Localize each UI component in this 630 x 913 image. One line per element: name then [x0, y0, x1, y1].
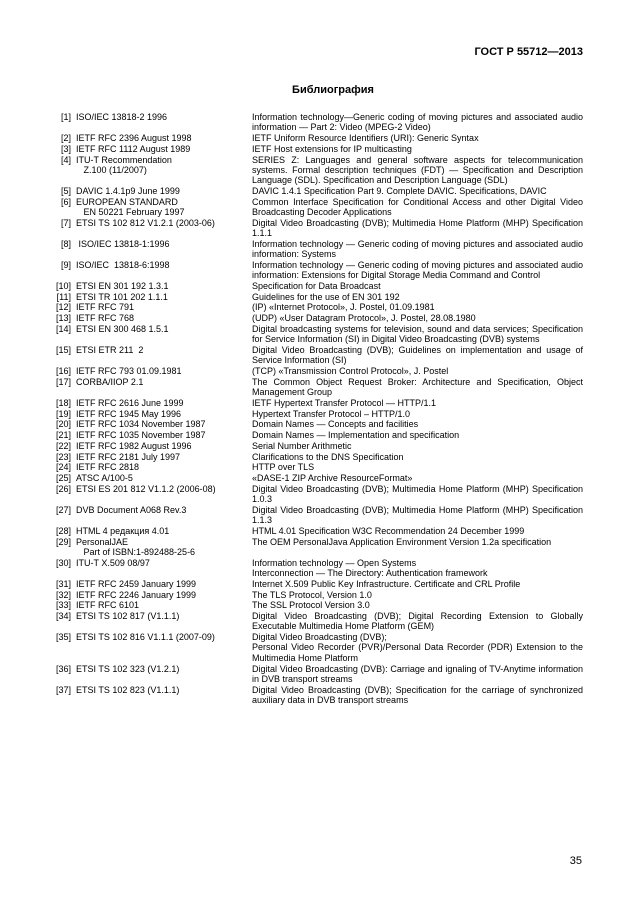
reference-line: IETF RFC 768: [76, 313, 135, 324]
entry-number: [7]: [60, 217, 71, 228]
bibliography-entry: [48, 239, 583, 260]
reference-line: Part of ISBN:1-892488-25-6: [76, 547, 196, 558]
bibliography-entry: [48, 632, 583, 663]
reference-line: ISO/IEC 13818-6:1998: [76, 259, 170, 270]
bibliography-entry: [48, 430, 583, 440]
reference-line: ATSC A/100-5: [76, 473, 133, 484]
reference-line: IETF RFC 2181 July 1997: [76, 451, 181, 462]
bibliography-entry: [48, 186, 583, 196]
description-line: The OEM PersonalJava Application Environment Version 1.2a specification: [252, 536, 552, 547]
description-line: Information technology — Open Systems: [252, 557, 417, 568]
bibliography-entry: [48, 484, 583, 505]
description-line: Digital Video Broadcasting (DVB); Multimedia Home Platform (MHP) Specification 1.0.3: [252, 483, 583, 505]
bibliography-entry: [48, 324, 583, 345]
description-line: The SSL Protocol Version 3.0: [252, 600, 370, 611]
entry-number: [17]: [55, 376, 71, 387]
reference-line: ITU-T Recommendation: [76, 154, 172, 165]
bibliography-entry: [48, 197, 583, 218]
entry-description: [252, 579, 583, 589]
description-line: Personal Video Recorder (PVR)/Personal Data Recorder (PDR) Extension to the Multimedia Home Platform: [252, 642, 583, 663]
entry-description: [252, 260, 583, 281]
entry-number: [14]: [55, 323, 71, 334]
description-line: Digital Video Broadcasting (DVB); Digital Recording Extension to Globally Executable Multimedia Home Platform (GEM): [252, 611, 583, 632]
description-line: Digital Video Broadcasting (DVB); Guidelines on implementation and usage of Service Information (SI): [252, 345, 583, 366]
entry-reference: [76, 144, 252, 154]
entry-description: [252, 398, 583, 408]
entry-description: [252, 218, 583, 239]
entry-reference: [76, 366, 252, 376]
entry-reference: [76, 345, 252, 366]
entry-reference: [76, 409, 252, 419]
bibliography-entry: [48, 462, 583, 472]
entry-description: [252, 302, 583, 312]
entry-number: [10]: [55, 281, 71, 292]
entry-description: [252, 239, 583, 260]
bibliography-entry: [48, 452, 583, 462]
entry-description: [252, 558, 583, 579]
entry-description: [252, 366, 583, 376]
entry-reference: [76, 313, 252, 323]
entry-reference: [76, 473, 252, 483]
entry-number: [36]: [55, 663, 71, 674]
entry-number: [15]: [55, 345, 71, 356]
entry-description: [252, 632, 583, 663]
description-line: Digital broadcasting systems for television, sound and data services; Specification for Service Information (SI) in Digital Video Broadcasting (DVB) systems: [252, 323, 583, 345]
entry-description: [252, 452, 583, 462]
reference-line: ETSI TS 102 816 V1.1.1 (2007-09): [76, 632, 215, 643]
entry-number: [13]: [55, 313, 71, 324]
entry-reference: [76, 558, 252, 579]
entry-description: [252, 292, 583, 302]
bibliography-entry: [48, 664, 583, 685]
reference-line: ETSI TS 102 823 (V1.1.1): [76, 684, 180, 695]
entry-reference: [76, 197, 252, 218]
reference-line: ETSI TR 101 202 1.1.1: [76, 291, 168, 302]
bibliography-entry: [48, 313, 583, 323]
reference-line: PersonalJAE: [76, 536, 129, 547]
reference-line: IETF RFC 1035 November 1987: [76, 430, 206, 441]
bibliography-list: [48, 112, 583, 706]
description-line: Clarifications to the DNS Specification: [252, 451, 404, 462]
reference-line: IETF RFC 1112 August 1989: [76, 143, 191, 154]
entry-description: [252, 473, 583, 483]
entry-number: [23]: [55, 451, 71, 462]
entry-number: [8]: [60, 238, 71, 249]
bibliography-entry: [48, 281, 583, 291]
entry-reference: [76, 537, 252, 558]
bibliography-entry: [48, 409, 583, 419]
entry-description: [252, 664, 583, 685]
reference-line: Z.100 (11/2007): [76, 164, 147, 175]
bibliography-entry: [48, 302, 583, 312]
bibliography-entry: [48, 366, 583, 376]
description-line: Digital Video Broadcasting (DVB); Multimedia Home Platform (MHP) Specification 1.1.3: [252, 504, 583, 526]
bibliography-entry: [48, 505, 583, 526]
entry-description: [252, 590, 583, 600]
entry-number: [24]: [55, 462, 71, 473]
entry-reference: [76, 186, 252, 196]
entry-reference: [76, 600, 252, 610]
entry-description: [252, 281, 583, 291]
entry-number: [6]: [60, 196, 71, 207]
entry-reference: [76, 292, 252, 302]
reference-line: ETSI TS 102 817 (V1.1.1): [76, 611, 180, 622]
page-number: 35: [569, 855, 582, 867]
entry-number: [28]: [55, 525, 71, 536]
entry-reference: [76, 155, 252, 186]
entry-description: [252, 133, 583, 143]
entry-description: [252, 600, 583, 610]
entry-description: [252, 186, 583, 196]
bibliography-entry: [48, 398, 583, 408]
bibliography-entry: [48, 537, 583, 558]
reference-line: IETF RFC 1034 November 1987: [76, 419, 206, 430]
bibliography-entry: [48, 377, 583, 398]
entry-description: [252, 409, 583, 419]
entry-reference: [76, 441, 252, 451]
entry-number: [1]: [60, 112, 71, 122]
entry-number: [22]: [55, 440, 71, 451]
page-title: Библиография: [292, 84, 374, 96]
description-line: Digital Video Broadcasting (DVB); Specification for the carriage of synchronized auxiliary data in DVB transport streams: [252, 684, 583, 705]
entry-description: [252, 144, 583, 154]
entry-number: [5]: [60, 185, 71, 196]
entry-reference: [76, 218, 252, 239]
description-line: Domain Names — Implementation and specification: [252, 430, 460, 441]
entry-number: [33]: [55, 600, 71, 611]
reference-line: ETSI TS 102 323 (V1.2.1): [76, 663, 180, 674]
entry-reference: [76, 579, 252, 589]
description-line: Information technology — Generic coding of moving pictures and associated audio information: Extensions for Digital Storage Media Command and Control: [252, 259, 583, 281]
description-line: Information technology — Generic coding of moving pictures and associated audio information: Systems: [252, 238, 583, 260]
entry-reference: [76, 133, 252, 143]
entry-number: [37]: [55, 684, 71, 695]
reference-line: DAVIC 1.4.1p9 June 1999: [76, 185, 180, 196]
description-line: Specification for Data Broadcast: [252, 281, 381, 292]
entry-number: [20]: [55, 419, 71, 430]
reference-line: ETSI TS 102 812 V1.2.1 (2003-06): [76, 217, 215, 228]
entry-description: [252, 441, 583, 451]
entry-description: [252, 155, 583, 186]
reference-line: IETF RFC 2818: [76, 462, 140, 473]
entry-reference: [76, 419, 252, 429]
entry-reference: [76, 260, 252, 281]
entry-number: [35]: [55, 632, 71, 643]
entry-reference: [76, 112, 252, 133]
reference-line: ETSI EN 301 192 1.3.1: [76, 281, 169, 292]
entry-reference: [76, 526, 252, 536]
entry-number: [25]: [55, 473, 71, 484]
entry-number: [18]: [55, 397, 71, 408]
entry-description: [252, 419, 583, 429]
reference-line: ETSI ETR 211 2: [76, 345, 144, 356]
entry-description: [252, 197, 583, 218]
reference-line: IETF RFC 1945 May 1996: [76, 408, 182, 419]
entry-reference: [76, 685, 252, 706]
entry-reference: [76, 302, 252, 312]
entry-description: [252, 462, 583, 472]
description-line: (TCP) «Transmission Control Protocol», J. Postel: [252, 366, 449, 377]
reference-line: EUROPEAN STANDARD: [76, 196, 178, 207]
entry-reference: [76, 398, 252, 408]
entry-number: [26]: [55, 483, 71, 494]
bibliography-entry: [48, 473, 583, 483]
reference-line: IETF RFC 2616 June 1999: [76, 397, 184, 408]
entry-description: [252, 484, 583, 505]
entry-number: [32]: [55, 589, 71, 600]
entry-number: [11]: [56, 291, 71, 302]
entry-number: [2]: [60, 133, 71, 144]
reference-line: IETF RFC 793 01.09.1981: [76, 366, 182, 377]
entry-description: [252, 526, 583, 536]
description-line: Domain Names — Concepts and facilities: [252, 419, 419, 430]
entry-description: [252, 345, 583, 366]
entry-description: [252, 611, 583, 632]
reference-line: EN 50221 February 1997: [76, 207, 185, 218]
bibliography-entry: [48, 345, 583, 366]
entry-number: [19]: [55, 408, 71, 419]
bibliography-entry: [48, 685, 583, 706]
bibliography-entry: [48, 590, 583, 600]
entry-number: [16]: [55, 366, 71, 377]
entry-number: [12]: [55, 302, 71, 313]
description-line: Digital Video Broadcasting (DVB): Carriage and ignaling of TV-Anytime information in DVB transport streams: [252, 663, 583, 684]
description-line: Serial Number Arithmetic: [252, 440, 352, 451]
description-line: IETF Uniform Resource Identifiers (URI): Generic Syntax: [252, 133, 479, 144]
description-line: Interconnection — The Directory: Authentication framework: [252, 568, 488, 579]
entry-description: [252, 324, 583, 345]
reference-line: IETF RFC 2396 August 1998: [76, 133, 192, 144]
description-line: Common Interface Specification for Conditional Access and other Digital Video Broadcasting Decoder Applications: [252, 196, 583, 218]
entry-reference: [76, 239, 252, 260]
entry-reference: [76, 484, 252, 505]
entry-number: [29]: [55, 536, 71, 547]
bibliography-entry: [48, 600, 583, 610]
description-line: «DASE-1 ZIP Archive ResourceFormat»: [252, 473, 413, 484]
reference-line: CORBA/IIOP 2.1: [76, 376, 144, 387]
bibliography-entry: [48, 419, 583, 429]
description-line: IETF Host extensions for IP multicasting: [252, 143, 412, 154]
entry-number: [4]: [60, 154, 71, 165]
description-line: Internet X.509 Public Key Infrastructure. Certificate and CRL Profile: [252, 578, 521, 589]
bibliography-entry: [48, 260, 583, 281]
entry-reference: [76, 632, 252, 663]
entry-reference: [76, 590, 252, 600]
reference-line: IETF RFC 2459 January 1999: [76, 578, 197, 589]
reference-line: ETSI ES 201 812 V1.1.2 (2006-08): [76, 483, 216, 494]
description-line: IETF Hypertext Transfer Protocol — HTTP/1.1: [252, 397, 437, 408]
entry-reference: [76, 462, 252, 472]
entry-description: [252, 377, 583, 398]
reference-line: ETSI EN 300 468 1.5.1: [76, 323, 169, 334]
bibliography-entry: [48, 133, 583, 143]
entry-number: [31]: [55, 578, 71, 589]
description-line: (IP) «Internet Protocol», J. Postel, 01.09.1981: [252, 302, 435, 313]
reference-line: ISO/IEC 13818-1:1996: [76, 238, 170, 249]
bibliography-entry: [48, 112, 583, 133]
entry-number: [34]: [55, 611, 71, 622]
entry-number: [3]: [60, 143, 71, 154]
entry-description: [252, 505, 583, 526]
document-id: ГОСТ Р 55712—2013: [474, 46, 583, 58]
reference-line: ITU-T X.509 08/97: [76, 557, 150, 568]
description-line: SERIES Z: Languages and general software aspects for telecommunication systems. Formal description techniques (FDT) — Specification and Description Language (SDL). Specification and Description Language (SDL): [252, 154, 583, 186]
entry-reference: [76, 324, 252, 345]
bibliography-entry: [48, 579, 583, 589]
bibliography-entry: [48, 558, 583, 579]
reference-line: IETF RFC 2246 January 1999: [76, 589, 197, 600]
entry-reference: [76, 281, 252, 291]
bibliography-entry: [48, 144, 583, 154]
description-line: The Common Object Request Broker: Architecture and Specification, Object Management Group: [252, 376, 583, 398]
entry-description: [252, 112, 583, 133]
bibliography-entry: [48, 155, 583, 186]
description-line: Hypertext Transfer Protocol – HTTP/1.0: [252, 408, 411, 419]
reference-line: IETF RFC 1982 August 1996: [76, 440, 192, 451]
entry-reference: [76, 452, 252, 462]
description-line: (UDP) «User Datagram Protocol», J. Postel, 28.08.1980: [252, 313, 476, 324]
description-line: The TLS Protocol, Version 1.0: [252, 589, 372, 600]
entry-reference: [76, 505, 252, 526]
bibliography-entry: [48, 292, 583, 302]
bibliography-entry: [48, 526, 583, 536]
entry-description: [252, 537, 583, 558]
reference-line: ISO/IEC 13818-2 1996: [76, 112, 168, 122]
bibliography-entry: [48, 611, 583, 632]
entry-number: [21]: [55, 430, 71, 441]
entry-description: [252, 685, 583, 706]
entry-description: [252, 430, 583, 440]
description-line: Digital Video Broadcasting (DVB);: [252, 632, 387, 643]
entry-number: [27]: [55, 504, 71, 515]
reference-line: HTML 4 редакция 4.01: [76, 525, 170, 536]
description-line: Guidelines for the use of EN 301 192: [252, 291, 400, 302]
entry-reference: [76, 664, 252, 685]
reference-line: IETF RFC 6101: [76, 600, 140, 611]
entry-reference: [76, 377, 252, 398]
entry-reference: [76, 611, 252, 632]
entry-reference: [76, 430, 252, 440]
entry-description: [252, 313, 583, 323]
entry-number: [9]: [60, 259, 71, 270]
description-line: HTML 4.01 Specification W3C Recommendation 24 December 1999: [252, 525, 525, 536]
description-line: Information technology—Generic coding of moving pictures and associated audio information — Part 2: Video (MPEG-2 Video): [252, 112, 583, 133]
reference-line: IETF RFC 791: [76, 302, 135, 313]
bibliography-entry: [48, 441, 583, 451]
description-line: HTTP over TLS: [252, 462, 315, 473]
description-line: Digital Video Broadcasting (DVB); Multimedia Home Platform (MHP) Specification 1.1.1: [252, 217, 583, 239]
entry-number: [30]: [55, 557, 71, 568]
bibliography-entry: [48, 218, 583, 239]
description-line: DAVIC 1.4.1 Specification Part 9. Complete DAVIC. Specifications, DAVIC: [252, 185, 547, 196]
reference-line: DVB Document A068 Rev.3: [76, 504, 187, 515]
